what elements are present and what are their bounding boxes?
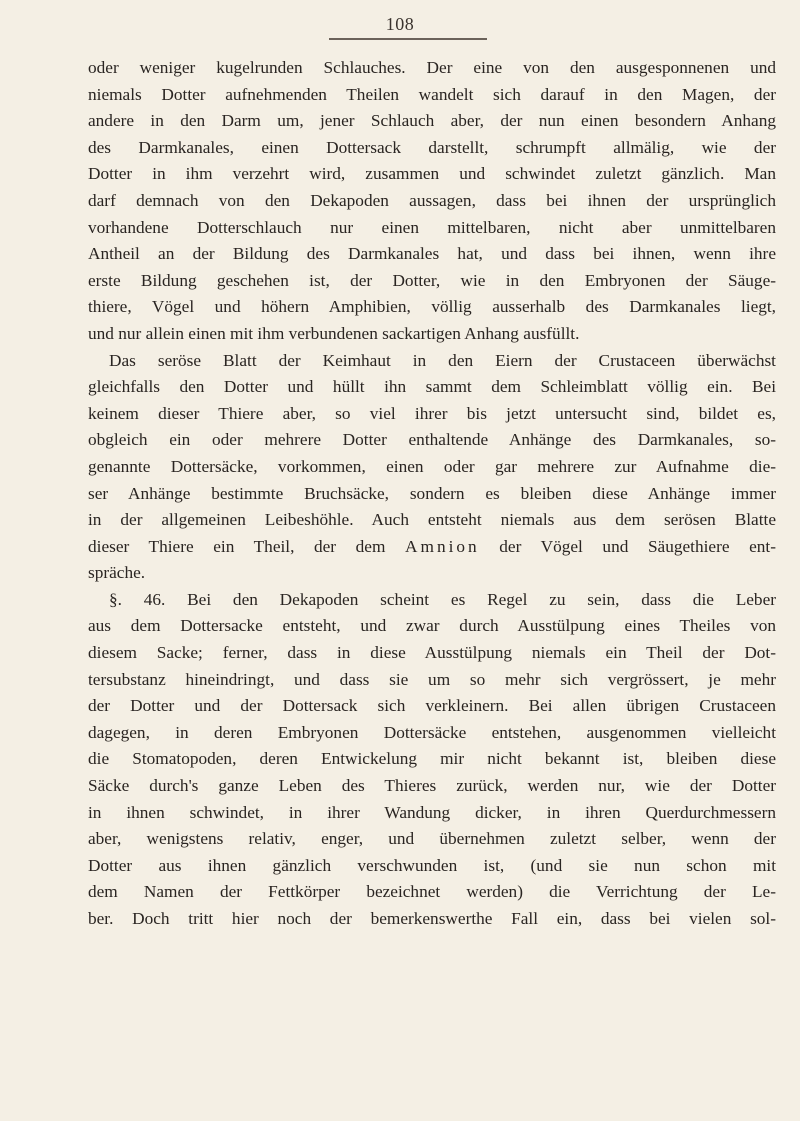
- text-line: und nur allein einen mit ihm verbundenen sackartigen Anhang ausfüllt.: [88, 323, 580, 343]
- text-line: genannte Dottersäcke, vorkommen, einen oder gar mehrere zur Aufnahme die-: [88, 456, 776, 476]
- text-line: spräche.: [88, 563, 146, 583]
- text-segment: dieser Thiere ein Theil, der dem: [88, 536, 386, 556]
- text-line: Dotter in ihm verzehrt wird, zusammen und schwindet zuletzt gänzlich. Man: [88, 164, 776, 184]
- text-line: dem Namen der Fettkörper bezeichnet werden) die Verrichtung der Le-: [88, 882, 776, 902]
- text-line: gleichfalls den Dotter und hüllt ihn sammt dem Schleimblatt völlig ein. Bei: [88, 377, 776, 397]
- text-line: keinem dieser Thiere aber, so viel ihrer bis jetzt untersucht sind, bildet es,: [88, 403, 776, 423]
- text-line: des Darmkanales, einen Dottersack darstellt, schrumpft allmälig, wie der: [88, 137, 776, 157]
- paragraph-first-line: Das seröse Blatt der Keimhaut in den Eiern der Crustaceen überwächst: [109, 350, 776, 370]
- text-line: ser Anhänge bestimmte Bruchsäcke, sondern es bleiben diese Anhänge immer: [88, 483, 776, 503]
- text-line: obgleich ein oder mehrere Dotter enthaltende Anhänge des Darmkanales, so-: [88, 430, 776, 450]
- page-number: 108: [385, 14, 415, 34]
- text-line: Antheil an der Bildung des Darmkanales hat, und dass bei ihnen, wenn ihre: [88, 244, 776, 264]
- header-rule: [329, 38, 487, 40]
- text-line: darf demnach von den Dekapoden aussagen, dass bei ihnen der ursprünglich: [88, 190, 776, 210]
- text-line: tersubstanz hineindringt, und dass sie um so mehr sich vergrössert, je mehr: [88, 669, 776, 689]
- text-line: aus dem Dottersacke entsteht, und zwar durch Ausstülpung eines Theiles von: [88, 616, 776, 636]
- text-line: dagegen, in deren Embryonen Dottersäcke entstehen, ausgenommen vielleicht: [88, 722, 776, 742]
- text-line-with-emphasis: [88, 534, 776, 561]
- text-line: erste Bildung geschehen ist, der Dotter, wie in den Embryonen der Säuge-: [88, 270, 776, 290]
- text-line: aber, wenigstens relativ, enger, und übernehmen zuletzt selber, wenn der: [88, 829, 776, 849]
- text-line: ber. Doch tritt hier noch der bemerkenswerthe Fall ein, dass bei vielen sol-: [88, 909, 776, 928]
- text-line: die Stomatopoden, deren Entwickelung mir nicht bekannt ist, bleiben diese: [88, 749, 776, 769]
- text-line: andere in den Darm um, jener Schlauch aber, der nun einen besondern Anhang: [88, 111, 776, 131]
- text-line: oder weniger kugelrunden Schlauches. Der eine von den ausgesponnenen und: [88, 58, 776, 77]
- text-line: der Dotter und der Dottersack sich verkleinern. Bei allen übrigen Crustaceen: [88, 696, 776, 716]
- text-line: Dotter aus ihnen gänzlich verschwunden ist, (und sie nun schon mit: [88, 855, 776, 875]
- section-heading-line: §. 46. Bei den Dekapoden scheint es Regel zu sein, dass die Leber: [109, 589, 776, 609]
- text-line: niemals Dotter aufnehmenden Theilen wandelt sich darauf in den Magen, der: [88, 84, 776, 104]
- body-text: [88, 55, 776, 933]
- text-line: thiere, Vögel und höhern Amphibien, völlig ausserhalb des Darmkanales liegt,: [88, 297, 776, 317]
- text-line: Säcke durch's ganze Leben des Thieres zurück, werden nur, wie der Dotter: [88, 776, 776, 796]
- text-segment: der Vögel und Säugethiere ent-: [499, 536, 776, 556]
- text-line: in ihnen schwindet, in ihrer Wandung dicker, in ihren Querdurchmessern: [88, 802, 776, 822]
- emphasized-term: Amnion: [405, 536, 480, 556]
- text-line: diesem Sacke; ferner, dass in diese Ausstülpung niemals ein Theil der Dot-: [88, 643, 776, 663]
- text-line: vorhandene Dotterschlauch nur einen mittelbaren, nicht aber unmittelbaren: [88, 217, 776, 237]
- text-line: in der allgemeinen Leibeshöhle. Auch entsteht niemals aus dem serösen Blatte: [88, 510, 776, 530]
